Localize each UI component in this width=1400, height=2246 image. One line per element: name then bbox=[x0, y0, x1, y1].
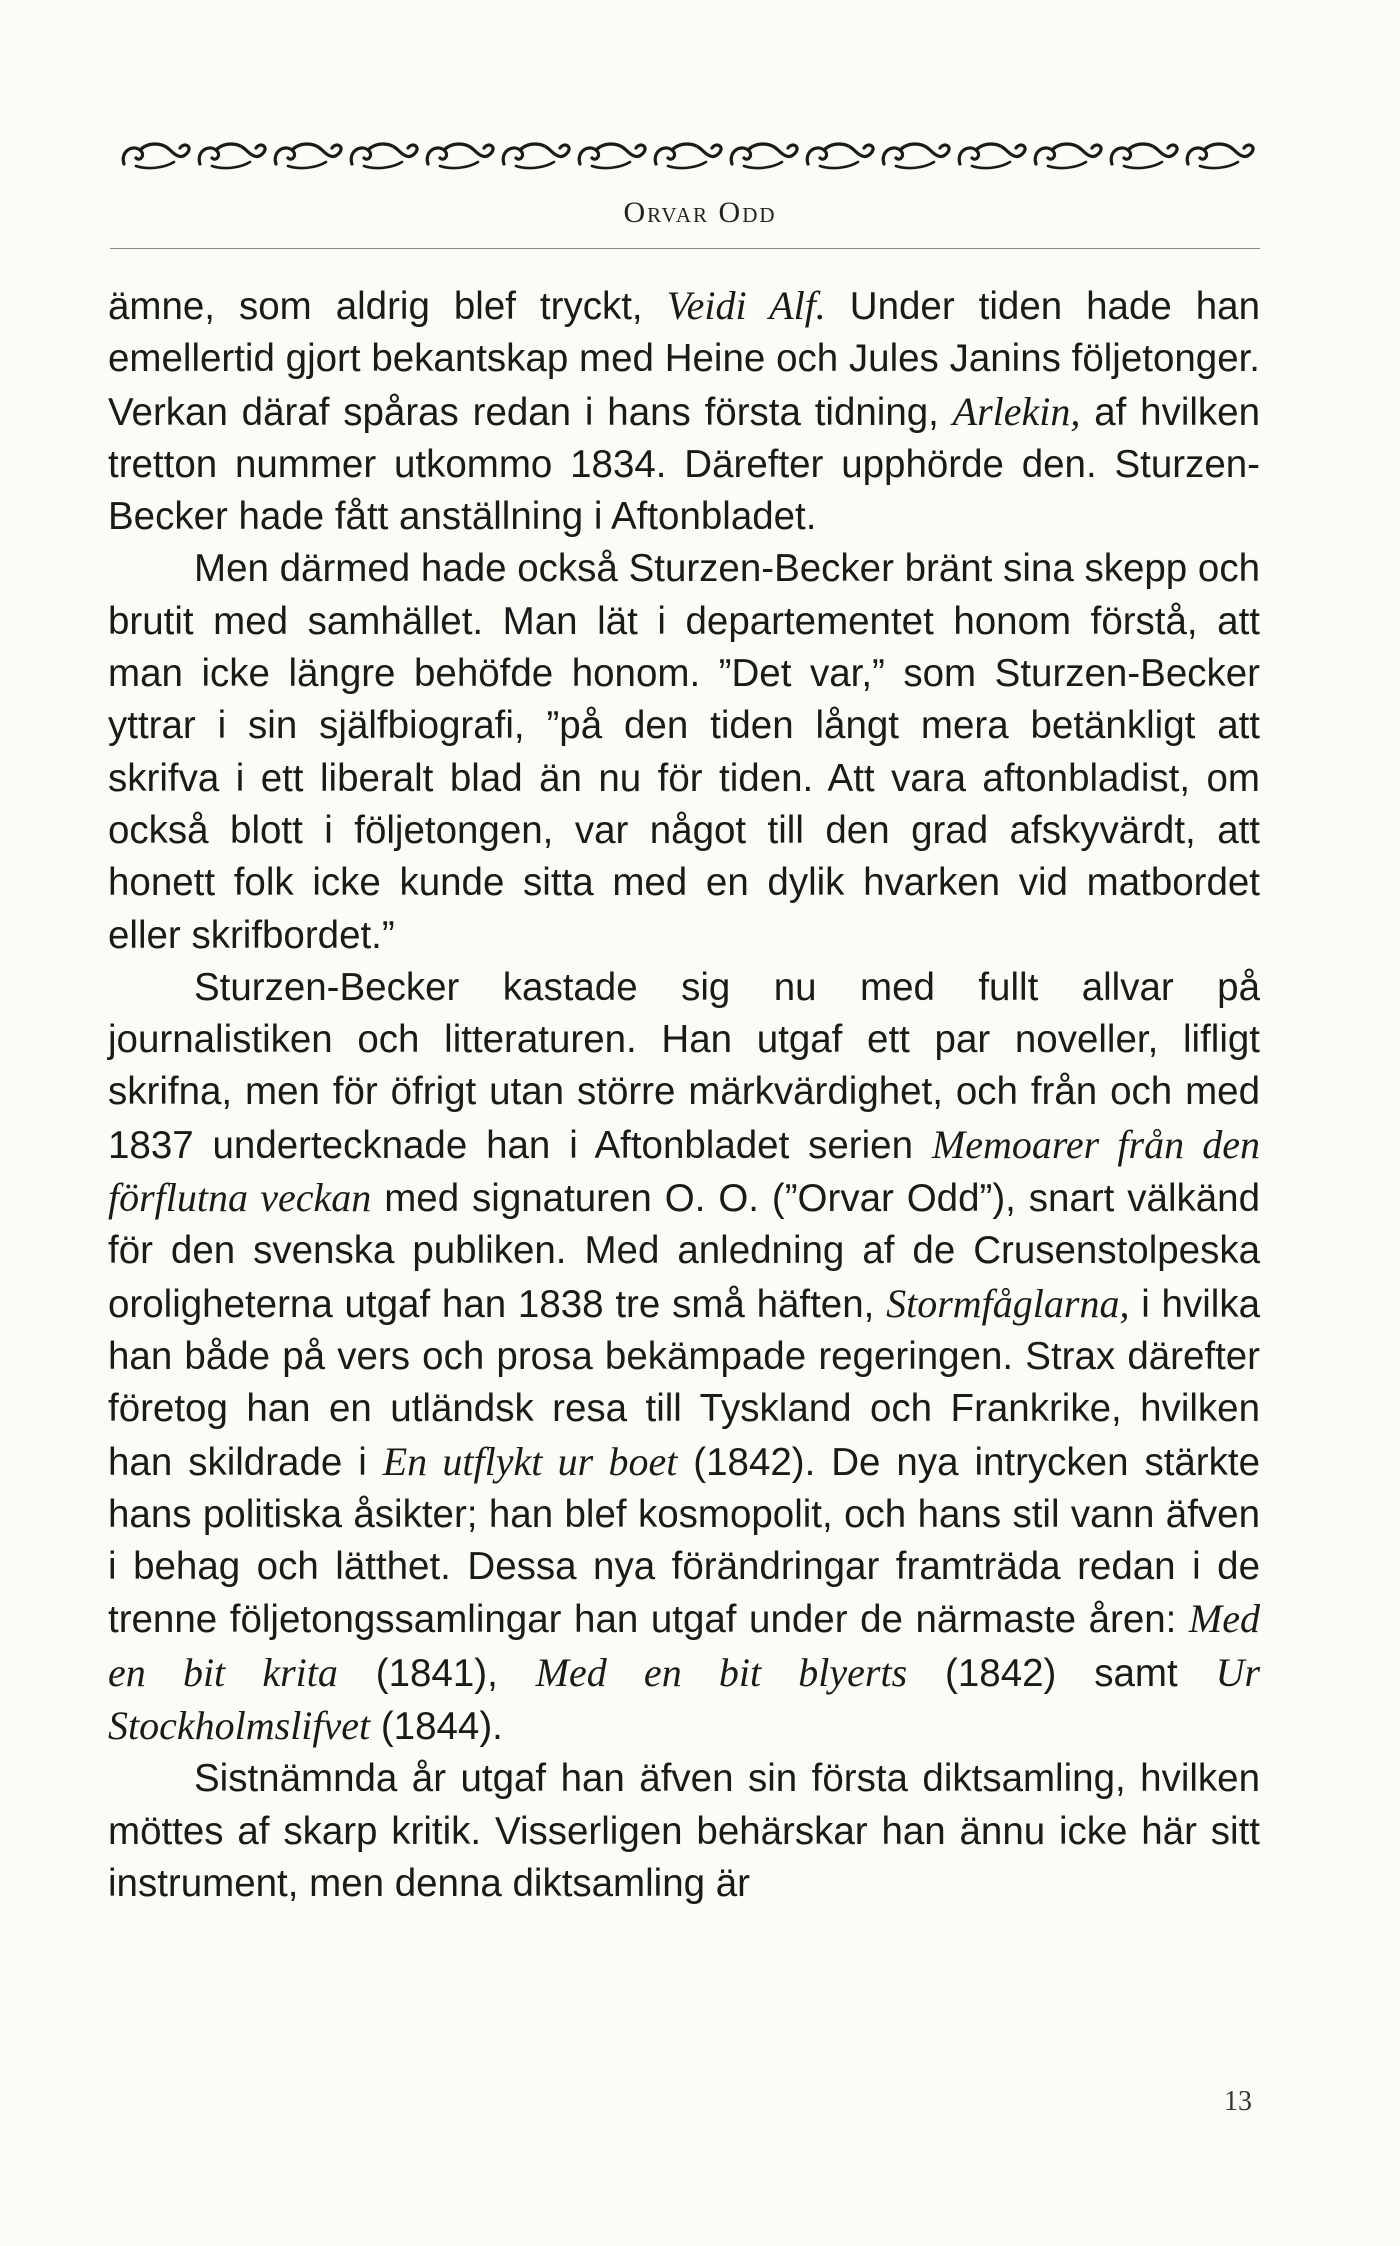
text-run: med signaturen O. O. (”Orvar Odd”), snart välkänd för den svenska publiken. Med anledning af de Crusenstolpeska oroligheterna utgaf han 1838 tre små häften, bbox=[108, 1177, 1260, 1326]
header-rule bbox=[110, 248, 1260, 249]
paragraph bbox=[108, 280, 1260, 543]
paragraph bbox=[108, 962, 1260, 1753]
text-run: af hvilken tretton nummer utkommo 1834. Därefter upphörde den. Sturzen-Becker hade fått anställning i Aftonbladet. bbox=[108, 390, 1260, 539]
body-text bbox=[108, 280, 1260, 1910]
text-run: (1844). bbox=[370, 1705, 503, 1749]
text-run: i hvilka han både på vers och prosa bekämpade regeringen. Strax därefter företog han en utländsk resa till Tyskland och Frankrike, hvilken han skildrade i bbox=[108, 1282, 1260, 1484]
italic-title: En utflykt ur boet bbox=[382, 1438, 678, 1484]
text-run: (1841), bbox=[337, 1651, 536, 1695]
text-run: Sturzen-Becker kastade sig nu med fullt allvar på journalistiken och litteraturen. Han utgaf ett par noveller, lifligt skrifna, men för öfrigt utan större märkvärdighet, och från och med 1837 undertecknade han i Aftonbladet serien bbox=[108, 965, 1260, 1167]
page-number: 13 bbox=[1224, 2086, 1252, 2117]
text-run: Sistnämnda år utgaf han äfven sin första diktsamling, hvilken möttes af skarp kritik. Visserligen behärskar han ännu icke här sitt instrument, men denna diktsamling är bbox=[108, 1757, 1260, 1905]
running-head: Orvar Odd bbox=[623, 196, 777, 229]
text-run: (1842). De nya intrycken stärkte hans politiska åsikter; han blef kosmopolit, och hans stil vann äfven i behag och lätthet. Dessa nya förändringar framträda redan i de trenne följetongssamlingar han utgaf under de närmaste åren: bbox=[108, 1440, 1260, 1642]
italic-title: Memoarer från den förflutna veckan bbox=[108, 1121, 1261, 1221]
text-run: Under tiden hade han emellertid gjort bekantskap med Heine och Jules Janins följetonger. Verkan däraf spåras redan i hans första tidning, bbox=[108, 285, 1261, 434]
italic-title: Ur Stockholmslifvet bbox=[108, 1649, 1261, 1749]
italic-title: Arlekin, bbox=[952, 388, 1081, 434]
text-run: ämne, som aldrig blef tryckt, bbox=[108, 285, 667, 328]
paragraph bbox=[108, 543, 1260, 961]
text-run: Men därmed hade också Sturzen-Becker bränt sina skepp och brutit med samhället. Man lät i departementet honom förstå, att man icke längre behöfde honom. ”Det var,” som Sturzen-Becker yttrar i sin själfbiografi, ”på den tiden långt mera betänkligt att skrifva i ett liberalt blad än nu för tiden. Att vara aftonbladist, om också blott i följetongen, var något till den grad afskyvärdt, att honett folk icke kunde sitta med en dylik hvarken vid matbordet eller skrifbordet.” bbox=[108, 547, 1260, 957]
italic-title: Med en bit blyerts bbox=[535, 1649, 908, 1695]
italic-title: Stormfåglarna, bbox=[886, 1280, 1130, 1326]
text-run: (1842) samt bbox=[907, 1651, 1216, 1695]
decorative-border-ornament bbox=[118, 138, 1262, 174]
italic-title: Med en bit krita bbox=[108, 1596, 1260, 1695]
paragraph bbox=[108, 1753, 1260, 1910]
italic-title: Veidi Alf. bbox=[666, 283, 826, 328]
